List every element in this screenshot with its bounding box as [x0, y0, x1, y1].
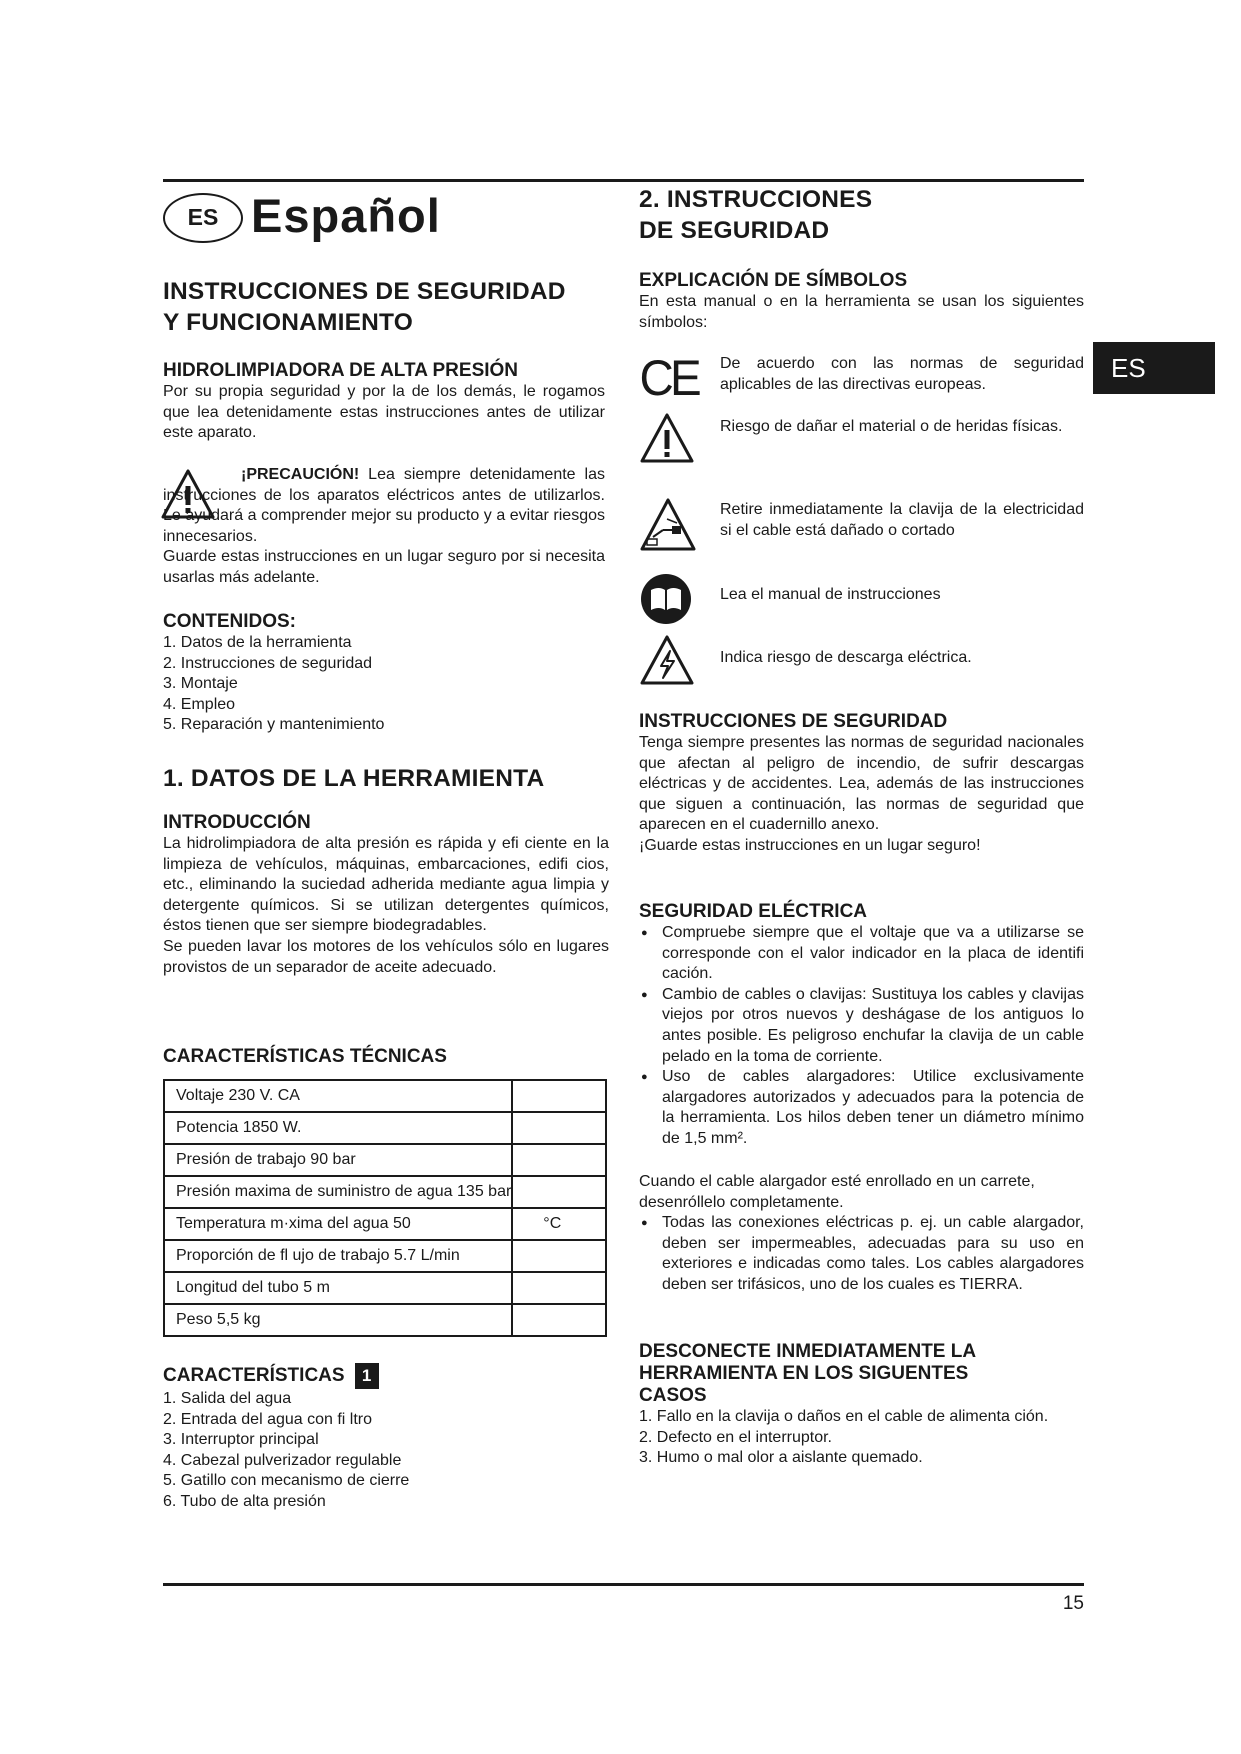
unplug-warning-icon — [639, 497, 697, 553]
reel-list — [639, 1213, 1084, 1295]
caution-text: Lea siempre detenidamente las instrucciones de los aparatos eléctricos antes de utilizarlos. Le ayudará a comprender mejor su producto y a evitar riesgos innecesarios. — [163, 466, 605, 545]
symbols-heading: EXPLICACIÓN DE SÍMBOLOS — [639, 270, 908, 291]
features-heading-text: CARACTERÍSTICAS — [163, 1365, 345, 1387]
caution-block — [163, 465, 605, 589]
disconnect-list — [639, 1407, 1084, 1469]
section2-title-line-2: DE SEGURIDAD — [639, 217, 830, 244]
intro-text-2: Se pueden lavar los motores de los vehículos sólo en lugares provistos de un separador de aceite adecuado. — [163, 937, 609, 976]
main-title — [163, 276, 613, 338]
contents-item: 3. Montaje — [163, 675, 238, 693]
page-number: 15 — [1062, 1593, 1084, 1614]
reel-section — [639, 1172, 1084, 1296]
caution-label: ¡PRECAUCIÓN! — [241, 466, 360, 483]
electric-heading: SEGURIDAD ELÉCTRICA — [639, 901, 868, 922]
top-rule — [163, 179, 1084, 182]
list-item: ● Compruebe siempre que el voltaje que va a utilizarse se corresponde con el valor indicador en la placa de identifi cación. — [639, 923, 1084, 985]
intro-text-1: La hidrolimpiadora de alta presión es rápida y efi ciente en la limpieza de vehículos, máquinas, embarcaciones, edifi cios, etc., eliminando la suciedad adherida mediante agua limpia y detergente químicos. Si se utilizan detergentes químicos, éstos tienen que ser siempre biodegradables. — [163, 835, 609, 935]
symbols-intro: En esta manual o en la herramienta se usan los siguientes símbolos: — [639, 293, 1084, 331]
disconnect-heading-line-2: HERRAMIENTA EN LOS SIGUENTES — [639, 1363, 969, 1384]
electric-list — [639, 923, 1084, 1150]
side-language-tab: ES — [1093, 342, 1215, 394]
table-row — [164, 1240, 606, 1272]
features-item: 6. Tubo de alta presión — [163, 1492, 326, 1510]
spec-value — [512, 1144, 606, 1176]
electric-shock-icon — [639, 634, 695, 686]
contents-item: 2. Instrucciones de seguridad — [163, 654, 373, 672]
spec-value — [512, 1176, 606, 1208]
features-item: 4. Cabezal pulverizador regulable — [163, 1451, 402, 1469]
spec-value — [512, 1240, 606, 1272]
product-intro: Por su propia seguridad y por la de los demás, le rogamos que lea detenidamente estas instrucciones antes de utilizar este aparato. — [163, 383, 605, 442]
list-item: 3. Humo o mal olor a aislante quemado. — [639, 1449, 923, 1467]
safety-section — [639, 711, 1084, 857]
symbol-desc-shock: Indica riesgo de descarga eléctrica. — [720, 649, 972, 666]
safety-keep: ¡Guarde estas instrucciones en un lugar seguro! — [639, 836, 981, 854]
features-list — [163, 1389, 605, 1513]
section2-title-line-1: 2. INSTRUCCIONES — [639, 186, 873, 213]
spec-value — [512, 1272, 606, 1304]
section1-title: 1. DATOS DE LA HERRAMIENTA — [163, 765, 545, 792]
product-heading: HIDROLIMPIADORA DE ALTA PRESIÓN — [163, 360, 519, 381]
table-row — [164, 1144, 606, 1176]
symbols-section — [639, 270, 1084, 333]
figure-badge: 1 — [355, 1363, 379, 1389]
section2-title — [639, 184, 1079, 246]
features-item: 1. Salida del agua — [163, 1390, 292, 1407]
intro-heading: INTRODUCCIÓN — [163, 812, 311, 833]
contents-item: 1. Datos de la herramienta — [163, 634, 352, 651]
contents-item: 4. Empleo — [163, 695, 236, 713]
contents-item: 5. Reparación y mantenimiento — [163, 716, 385, 734]
table-row — [164, 1304, 606, 1336]
table-row — [164, 1112, 606, 1144]
electric-section — [639, 901, 1084, 1150]
features-section — [163, 1363, 605, 1513]
spec-label: Temperatura m·xima del agua 50 — [164, 1208, 512, 1240]
intro-section — [163, 812, 609, 978]
spec-label: Voltaje 230 V. CA — [164, 1080, 512, 1112]
manual-book-icon — [639, 572, 693, 626]
symbol-desc-manual: Lea el manual de instrucciones — [720, 586, 941, 603]
spec-label: Presión maxima de suministro de agua 135 bar — [164, 1176, 512, 1208]
symbol-desc-caution: Riesgo de dañar el material o de heridas físicas. — [720, 418, 1063, 435]
spec-value — [512, 1304, 606, 1336]
spec-label: Presión de trabajo 90 bar — [164, 1144, 512, 1176]
symbol-desc-ce: De acuerdo con las normas de seguridad aplicables de las directivas europeas. — [720, 355, 1084, 393]
list-item: ● Uso de cables alargadores: Utilice exclusivamente alargadores autorizados y adecuados para la potencia de la herramienta. Los hilos deben tener un diámetro mínimo de 1,5 mm². — [639, 1067, 1084, 1149]
table-row — [164, 1208, 606, 1240]
safety-text: Tenga siempre presentes las normas de seguridad nacionales que afectan al peligro de incendio, de sufrir descargas eléctricas y de accidentes. Lea, además de las instrucciones que siguen a continuación, las normas de seguridad que aparecen en el cuadernillo anexo. — [639, 734, 1084, 834]
contents-list — [163, 633, 605, 736]
features-heading — [163, 1363, 605, 1389]
disconnect-heading-line-3: CASOS — [639, 1385, 707, 1406]
disconnect-section — [639, 1341, 1084, 1469]
features-item: 3. Interruptor principal — [163, 1431, 319, 1449]
features-item: 2. Entrada del agua con fi ltro — [163, 1410, 373, 1428]
features-item: 5. Gatillo con mecanismo de cierre — [163, 1472, 410, 1490]
contents-section — [163, 611, 605, 736]
safety-heading: INSTRUCCIONES DE SEGURIDAD — [639, 711, 948, 732]
spec-label: Potencia 1850 W. — [164, 1112, 512, 1144]
tech-specs-table — [163, 1079, 607, 1337]
symbol-desc-unplug: Retire inmediatamente la clavija de la electricidad si el cable está dañado o cortado — [720, 501, 1084, 539]
language-title: Español — [251, 189, 441, 242]
list-item: 1. Fallo en la clavija o daños en el cable de alimenta ción. — [639, 1408, 1049, 1425]
list-item: ● Cambio de cables o clavijas: Sustituya los cables y clavijas viejos por otros nuevos y deshágase de los antiguos lo antes posible. Es peligroso enchufar la clavija de un cable pelado en la toma de corriente. — [639, 985, 1084, 1067]
table-row — [164, 1272, 606, 1304]
spec-value — [512, 1208, 606, 1240]
contents-heading: CONTENIDOS: — [163, 611, 296, 632]
product-section — [163, 360, 605, 444]
spec-label: Proporción de fl ujo de trabajo 5.7 L/min — [164, 1240, 512, 1272]
language-badge: ES — [163, 193, 243, 243]
disconnect-heading-line-1: DESCONECTE INMEDIATAMENTE LA — [639, 1341, 977, 1362]
spec-value — [512, 1080, 606, 1112]
table-row — [164, 1176, 606, 1208]
temp-unit: °C — [543, 1215, 562, 1232]
caution-keep-text: Guarde estas instrucciones en un lugar seguro por si necesita usarlas más adelante. — [163, 548, 605, 586]
list-item: ● Todas las conexiones eléctricas p. ej. un cable alargador, deben ser impermeables, adecuadas para su uso en exteriores e indicadas como tales. Los cables alargadores deben ser trifásicos, uno de los cuales es TIERRA. — [639, 1213, 1084, 1295]
list-item: 2. Defecto en el interruptor. — [639, 1428, 832, 1446]
main-title-line-1: INSTRUCCIONES DE SEGURIDAD — [163, 278, 566, 305]
ce-mark-icon: CE — [639, 350, 698, 406]
reel-text: Cuando el cable alargador esté enrollado en un carrete, desenróllelo completamente. — [639, 1173, 1035, 1211]
spec-label: Peso 5,5 kg — [164, 1304, 512, 1336]
tech-heading: CARACTERÍSTICAS TÉCNICAS — [163, 1046, 447, 1067]
table-row — [164, 1080, 606, 1112]
main-title-line-2: Y FUNCIONAMIENTO — [163, 309, 414, 336]
spec-value — [512, 1112, 606, 1144]
spec-label: Longitud del tubo 5 m — [164, 1272, 512, 1304]
bottom-rule — [163, 1583, 1084, 1586]
warning-triangle-icon — [639, 412, 695, 464]
caution-paragraph — [163, 465, 605, 547]
